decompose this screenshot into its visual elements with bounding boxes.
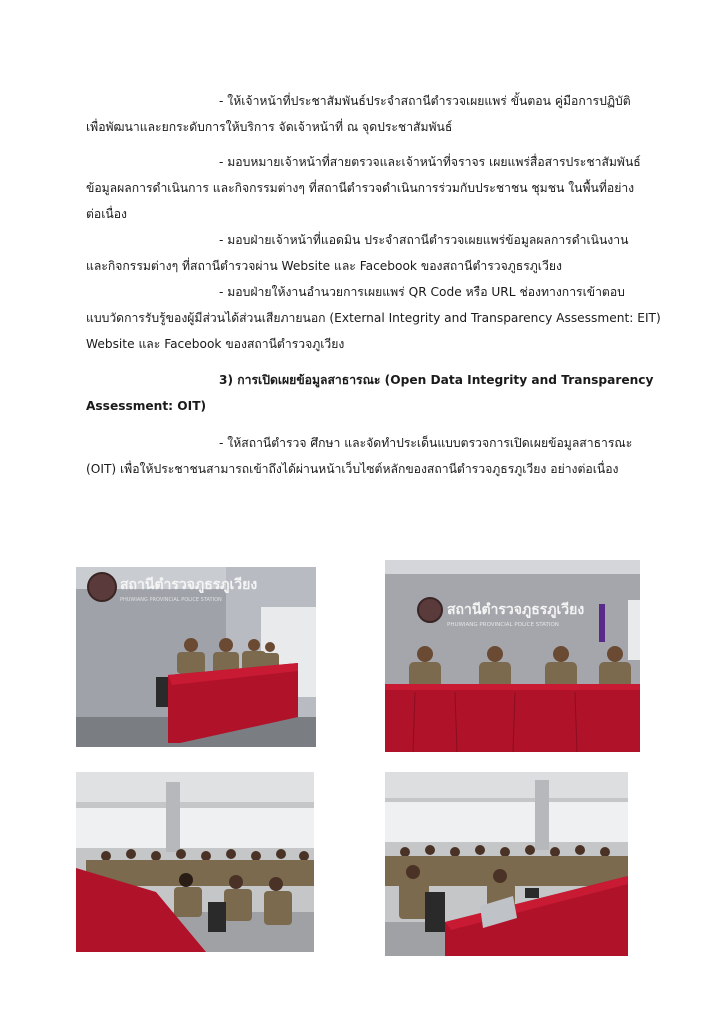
paragraph-line: - ให้สถานีตำรวจ ศึกษา และจัดทำประเด็นแบบตรวจการเปิดเผยข้อมูลสาธารณะ — [219, 436, 633, 450]
station-sign-th: สถานีตำรวจภูธรภูเวียง — [120, 577, 258, 593]
paragraph-line: - มอบฝ่ายเจ้าหน้าที่แอดมิน ประจำสถานีตำรวจเผยแพร่ข้อมูลผลการดำเนินงาน — [219, 233, 629, 247]
audience-photo-2 — [385, 772, 628, 956]
meeting-photo-2 — [385, 560, 640, 752]
station-sign-th: สถานีตำรวจภูธรภูเวียง — [447, 602, 585, 618]
paragraph-line: - มอบฝ่ายให้งานอำนวยการเผยแพร่ QR Code หรือ URL ช่องทางการเข้าตอบ — [219, 285, 625, 299]
paragraph-line: ต่อเนื่อง — [86, 207, 128, 221]
paragraph-line: - ให้เจ้าหน้าที่ประชาสัมพันธ์ประจำสถานีตำรวจเผยแพร่ ขั้นตอน คู่มือการปฏิบัติ — [219, 94, 631, 108]
section-heading-cont: Assessment: OIT) — [86, 399, 207, 413]
audience-photo-1 — [76, 772, 314, 952]
paragraph-line: - มอบหมายเจ้าหน้าที่สายตรวจและเจ้าหน้าที่จราจร เผยแพร่สื่อสารประชาสัมพันธ์ — [219, 155, 641, 169]
paragraph-line: ข้อมูลผลการดำเนินการ และกิจกรรมต่างๆ ที่สถานีตำรวจดำเนินการร่วมกับประชาชน ชุมชน ในพื้นที่อย่าง — [86, 181, 635, 195]
paragraph-line: และกิจกรรมต่างๆ ที่สถานีตำรวจผ่าน Website และ Facebook ของสถานีตำรวจภูธรภูเวียง — [86, 259, 562, 273]
paragraph-line: Website และ Facebook ของสถานีตำรวจภูเวียง — [86, 337, 345, 351]
paragraph-line: (OIT) เพื่อให้ประชาชนสามารถเข้าถึงได้ผ่านหน้าเว็บไซต์หลักของสถานีตำรวจภูธรภูเวียง อย่างต่อเนื่อง — [86, 462, 619, 476]
section-heading: 3) การเปิดเผยข้อมูลสาธารณะ (Open Data Integrity and Transparency — [219, 373, 654, 387]
paragraph-line: เพื่อพัฒนาและยกระดับการให้บริการ จัดเจ้าหน้าที่ ณ จุดประชาสัมพันธ์ — [86, 120, 453, 134]
station-sign-en: PHUWIANG PROVINCIAL POLICE STATION — [120, 597, 222, 603]
meeting-photo-1 — [76, 567, 316, 747]
paragraph-line: แบบวัดการรับรู้ของผู้มีส่วนได้ส่วนเสียภายนอก (External Integrity and Transparency Assessment: EIT) — [86, 311, 661, 325]
station-sign-en: PHUWIANG PROVINCIAL POLICE STATION — [447, 622, 559, 628]
